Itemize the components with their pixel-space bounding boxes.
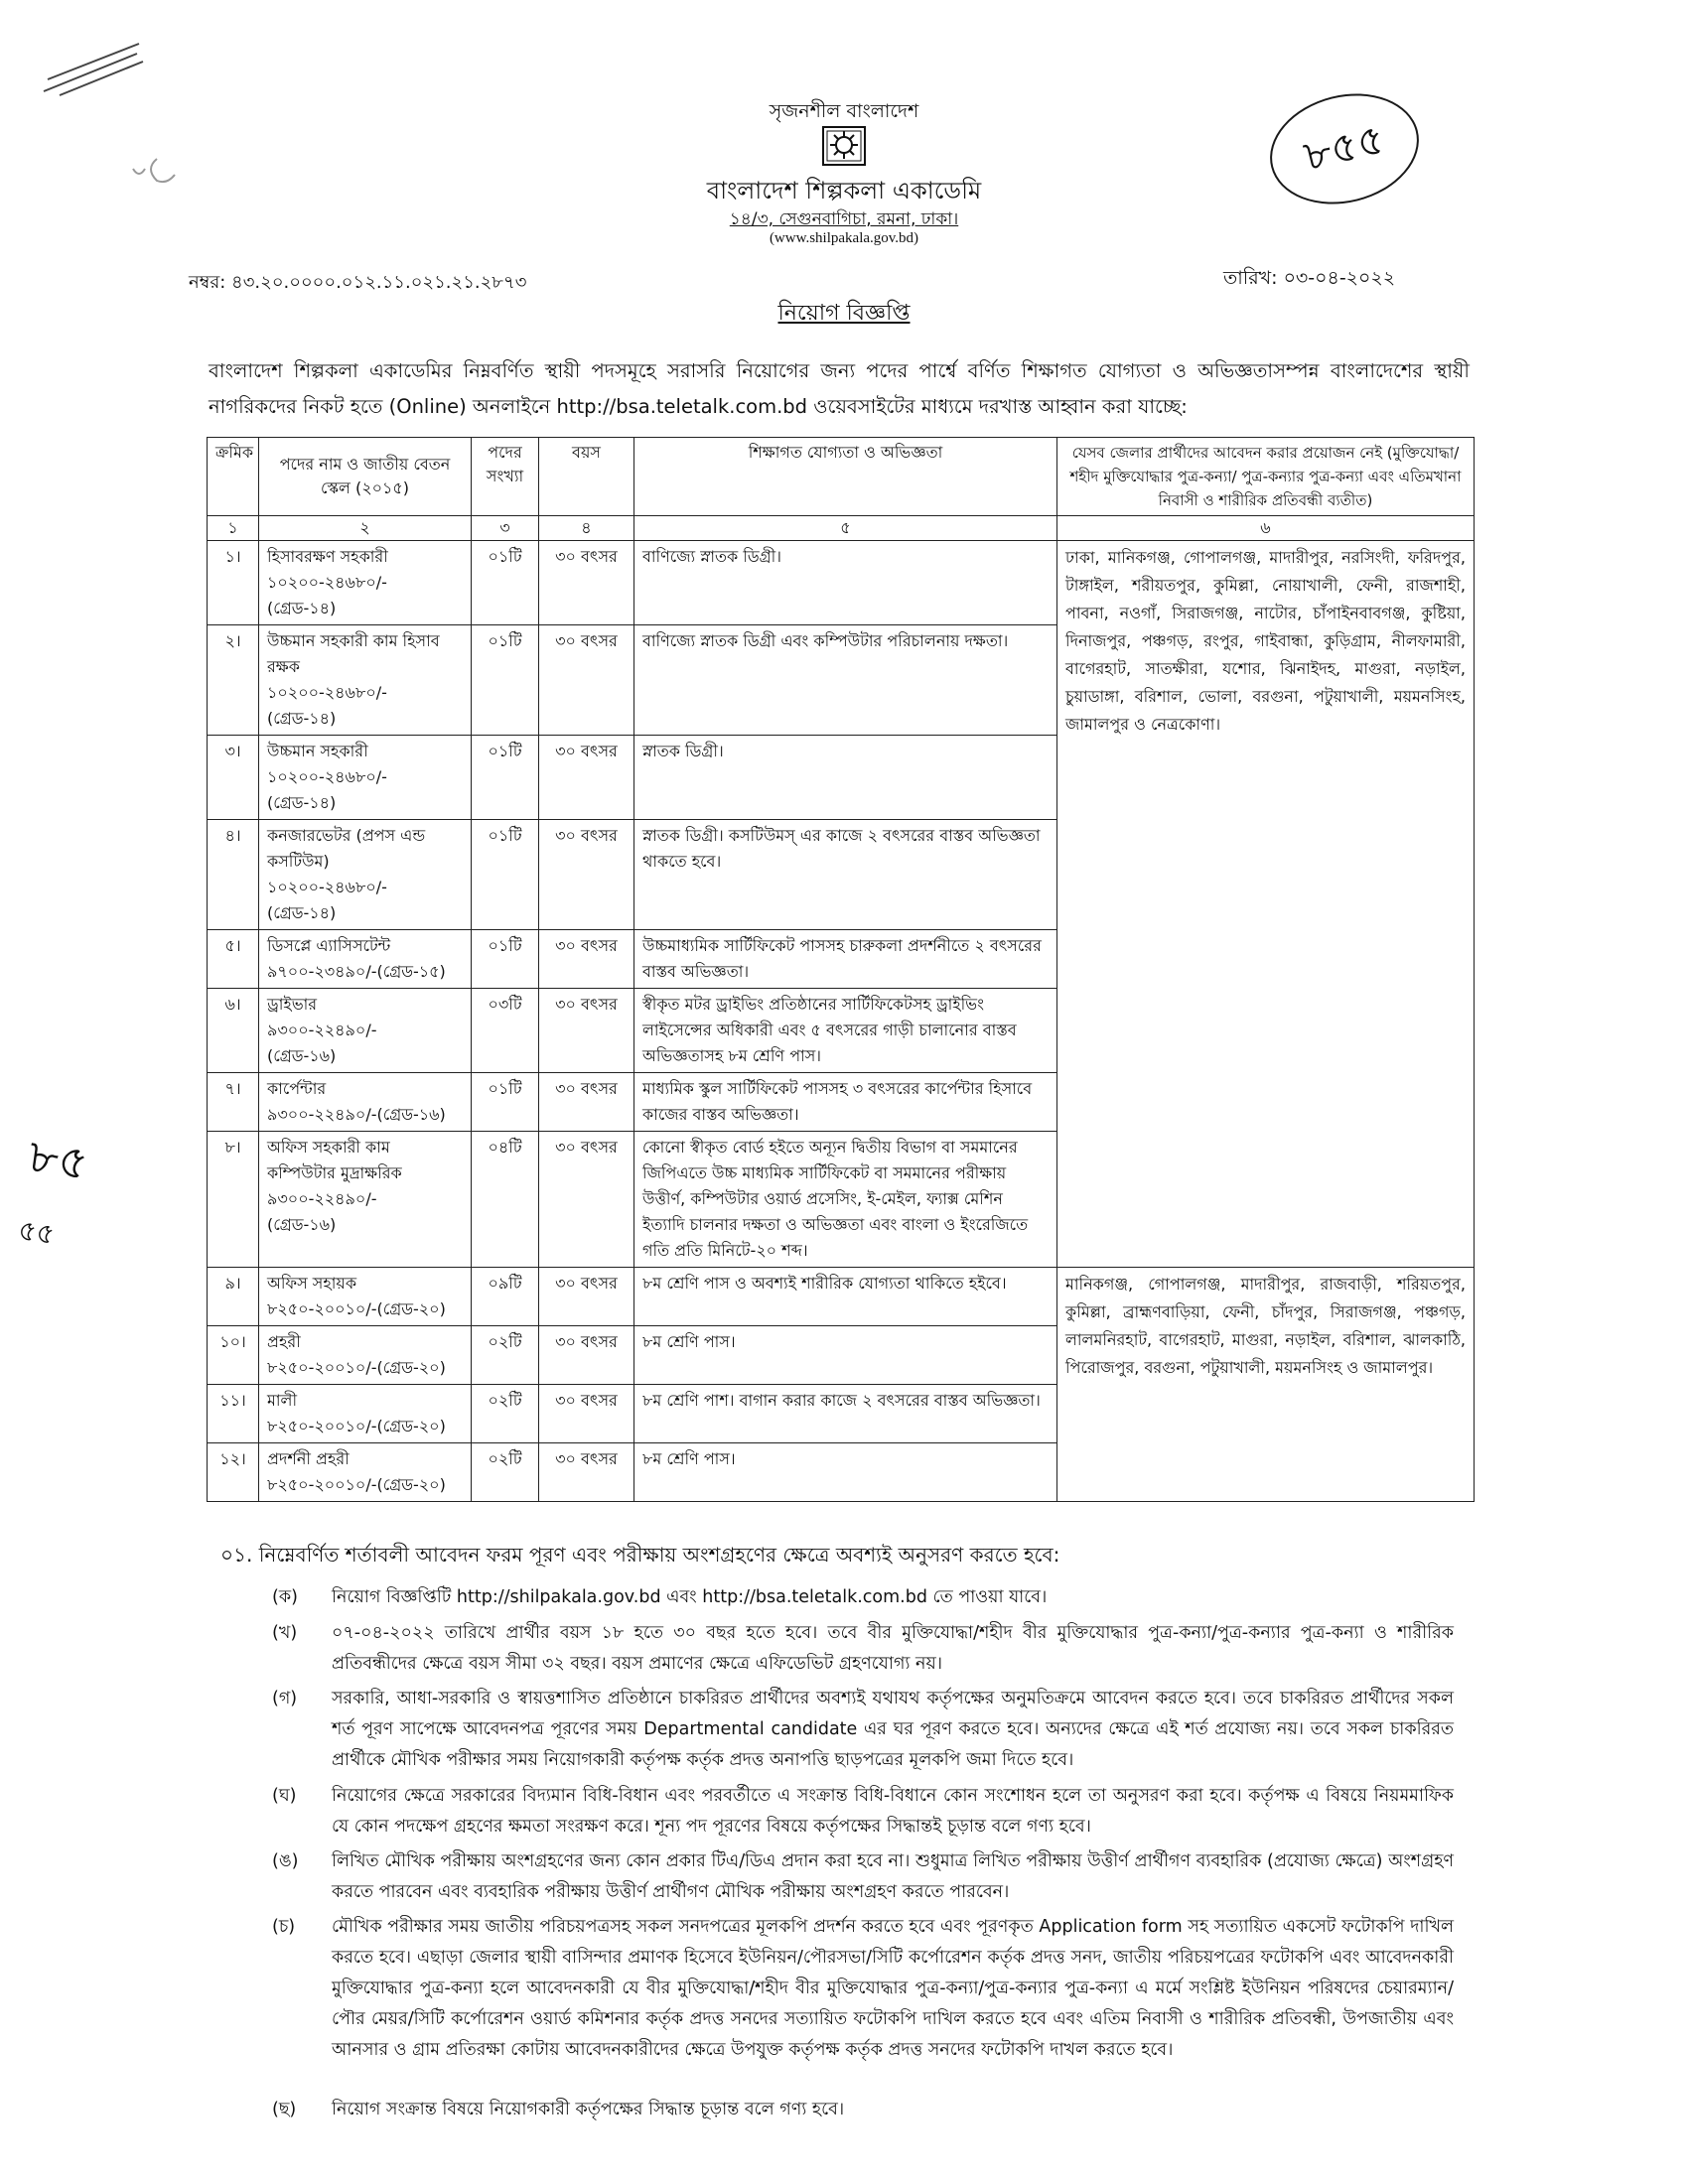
row-post [259, 820, 472, 930]
col-number: ২ [259, 516, 472, 541]
row-age: ৩০ বৎসর [539, 625, 634, 736]
margin-note-text: ৮৫ [25, 1129, 92, 1191]
org-address: ১৪/৩, সেগুনবাগিচা, রমনা, ঢাকা। [729, 209, 959, 229]
row-qualification: স্নাতক ডিগ্রী। [634, 736, 1057, 820]
intro-paragraph [209, 353, 1470, 425]
pen-scribble-mark [40, 40, 149, 99]
row-post [259, 930, 472, 989]
row-qualification: স্বীকৃত মটর ড্রাইভিং প্রতিষ্ঠানের সার্টিফিকেটসহ ড্রাইভিং লাইসেন্সের অধিকারী এবং ৫ বৎসরের গাড়ী চালানোর বাস্তব অভিজ্ঞতাসহ ৮ম শ্রেণি পাস। [634, 989, 1057, 1073]
condition-marker: (গ) [272, 1689, 298, 1708]
circle-note-text: ৮৫৫ [1299, 113, 1390, 182]
col-header-qualification: শিক্ষাগত যোগ্যতা ও অভিজ্ঞতা [634, 438, 1057, 516]
row-age: ৩০ বৎসর [539, 1443, 634, 1502]
post-name: ডিসপ্লে এ্যাসিসটেন্ট [267, 936, 391, 955]
table-header-row [208, 438, 1475, 516]
post-name: উচ্চমান সহকারী কাম হিসাব রক্ষক [267, 631, 440, 676]
row-count: ০২টি [472, 1326, 539, 1385]
pay-scale: ৯৩০০-২২৪৯০/- [267, 1189, 377, 1208]
margin-note-text-2: ৫৫ [16, 1213, 58, 1252]
post-name: কনজারভেটর (প্রপস এন্ড কসটিউম) [267, 826, 426, 871]
pay-scale: ১০২০০-২৪৬৮০/- [267, 767, 387, 786]
row-age: ৩০ বৎসর [539, 820, 634, 930]
row-count: ০১টি [472, 1073, 539, 1132]
condition-text-part: নিয়োগ বিজ্ঞপ্তিটি [332, 1587, 457, 1607]
row-serial: ১২। [208, 1443, 259, 1502]
post-name: অফিস সহায়ক [267, 1274, 357, 1293]
pay-grade: (গ্রেড-১৪) [267, 903, 337, 922]
row-age: ৩০ বৎসর [539, 930, 634, 989]
row-age: ৩০ বৎসর [539, 1326, 634, 1385]
row-serial: ২। [208, 625, 259, 736]
row-qualification: ৮ম শ্রেণি পাশ। বাগান করার কাজে ২ বৎসরের বাস্তব অভিজ্ঞতা। [634, 1385, 1057, 1443]
row-post [259, 541, 472, 625]
row-age: ৩০ বৎসর [539, 1268, 634, 1326]
row-count: ০১টি [472, 541, 539, 625]
pay-scale: ৮২৫০-২০০১০/-(গ্রেড-২০) [267, 1299, 446, 1318]
pay-scale: ৯৭০০-২৩৪৯০/-(গ্রেড-১৫) [267, 962, 446, 981]
row-count: ০১টি [472, 736, 539, 820]
table-row [208, 541, 1475, 625]
col-header-age: বয়স [539, 438, 634, 516]
row-post [259, 1385, 472, 1443]
pay-scale: ১০২০০-২৪৬৮০/- [267, 573, 387, 592]
condition-marker: (খ) [272, 1623, 298, 1643]
condition-marker: (ছ) [272, 2100, 297, 2119]
row-count: ০২টি [472, 1385, 539, 1443]
col-header-serial: ক্রমিক [208, 438, 259, 516]
row-qualification: ৮ম শ্রেণি পাস ও অবশ্যই শারীরিক যোগ্যতা থাকিতে হইবে। [634, 1268, 1057, 1326]
condition-text: নিয়োগ সংক্রান্ত বিষয়ে নিয়োগকারী কর্তৃপক্ষের সিদ্ধান্ত চূড়ান্ত বলে গণ্য হবে। [332, 2100, 845, 2119]
row-serial: ৬। [208, 989, 259, 1073]
col-header-count: পদের সংখ্যা [472, 438, 539, 516]
teletalk-link[interactable]: http://bsa.teletalk.com.bd [556, 395, 808, 418]
org-website: (www.shilpakala.gov.bd) [769, 230, 919, 246]
row-qualification: স্নাতক ডিগ্রী। কসটিউমস্ এর কাজে ২ বৎসরের বাস্তব অভিজ্ঞতা থাকতে হবে। [634, 820, 1057, 930]
pay-grade: (গ্রেড-১৬) [267, 1215, 337, 1234]
row-post [259, 1268, 472, 1326]
post-name: কার্পেন্টার [267, 1079, 327, 1098]
table-row [208, 1268, 1475, 1326]
post-name: হিসাবরক্ষণ সহকারী [267, 547, 388, 566]
condition-marker: (ঙ) [272, 1851, 299, 1871]
pay-scale: ১০২০০-২৪৬৮০/- [267, 683, 387, 702]
pay-scale: ৮২৫০-২০০১০/-(গ্রেড-২০) [267, 1475, 446, 1494]
row-qualification: কোনো স্বীকৃত বোর্ড হইতে অন্যূন দ্বিতীয় বিভাগ বা সমমানের জিপিএতে উচ্চ মাধ্যমিক সার্টিফিকেট বা সমমানের পরীক্ষায় উত্তীর্ণ, কম্পিউটার ওয়ার্ড প্রসেসিং, ই-মেইল, ফ্যাক্স মেশিন ইত্যাদি চালনার দক্ষতা ও অভিজ্ঞতা এবং বাংলা ও ইংরেজিতে গতি প্রতি মিনিটে-২০ শব্দ। [634, 1132, 1057, 1268]
pay-grade: (গ্রেড-১৪) [267, 793, 337, 812]
condition-marker: (ক) [272, 1587, 298, 1607]
row-age: ৩০ বৎসর [539, 1073, 634, 1132]
org-name: বাংলাদেশ শিল্পকলা একাডেমি [706, 177, 982, 205]
condition-text: ০৭-০৪-২০২২ তারিখে প্রার্থীর বয়স ১৮ হতে ৩০ বছর হতে হবে। তবে বীর মুক্তিযোদ্ধা/শহীদ বীর মুক্তিযোদ্ধার পুত্র-কন্যা/পুত্র-কন্যার পুত্র-কন্যা ও শারীরিক প্রতিবন্ধীদের ক্ষেত্রে বয়স সীমা ৩২ বছর। বয়স প্রমাণের ক্ষেত্রে এফিডেভিট গ্রহণযোগ্য নয়। [332, 1623, 1454, 1674]
condition-text-part: তে পাওয়া যাবে। [926, 1587, 1048, 1607]
shilpakala-link[interactable]: http://shilpakala.gov.bd [456, 1587, 661, 1607]
col-header-post: পদের নাম ও জাতীয় বেতন স্কেল (২০১৫) [259, 438, 472, 516]
row-count: ০১টি [472, 930, 539, 989]
row-count: ০১টি [472, 625, 539, 736]
conditions-heading: ০১. নিম্নেবর্ণিত শর্তাবলী আবেদন ফরম পূরণ এবং পরীক্ষায় অংশগ্রহণের ক্ষেত্রে অবশ্যই অনুসরণ করতে হবে: [220, 1543, 1060, 1567]
excluded-districts-group-1: ঢাকা, মানিকগঞ্জ, গোপালগঞ্জ, মাদারীপুর, নরসিংদী, ফরিদপুর, টাঙ্গাইল, শরীয়তপুর, কুমিল্লা, নোয়াখালী, ফেনী, রাজশাহী, পাবনা, নওগাঁ, সিরাজগঞ্জ, নাটোর, চাঁপাইনবাবগঞ্জ, কুষ্টিয়া, দিনাজপুর, পঞ্চগড়, রংপুর, গাইবান্ধা, কুড়িগ্রাম, নীলফামারী, বাগেরহাট, সাতক্ষীরা, যশোর, ঝিনাইদহ, মাগুরা, নড়াইল, চুয়াডাঙ্গা, বরিশাল, ভোলা, বরগুনা, পটুয়াখালী, ময়মনসিংহ, জামালপুর ও নেত্রকোণা। [1057, 541, 1475, 1268]
condition-marker: (ঘ) [272, 1786, 297, 1806]
pay-scale: ১০২০০-২৪৬৮০/- [267, 878, 387, 896]
post-name: প্রদর্শনী প্রহরী [267, 1449, 350, 1468]
row-serial: ৭। [208, 1073, 259, 1132]
row-post [259, 1326, 472, 1385]
academy-emblem-icon [0, 125, 1688, 171]
pay-scale: ৮২৫০-২০০১০/-(গ্রেড-২০) [267, 1358, 446, 1377]
row-age: ৩০ বৎসর [539, 1132, 634, 1268]
col-number: ৫ [634, 516, 1057, 541]
row-post [259, 625, 472, 736]
row-post [259, 1073, 472, 1132]
row-qualification: মাধ্যমিক স্কুল সার্টিফিকেট পাসসহ ৩ বৎসরের কার্পেন্টার হিসাবে কাজের বাস্তব অভিজ্ঞতা। [634, 1073, 1057, 1132]
col-number: ৬ [1057, 516, 1475, 541]
pay-scale: ৯৩০০-২২৪৯০/-(গ্রেড-১৬) [267, 1105, 446, 1124]
page-title: নিয়োগ বিজ্ঞপ্তি [777, 301, 911, 326]
row-serial: ৯। [208, 1268, 259, 1326]
row-age: ৩০ বৎসর [539, 736, 634, 820]
row-serial: ৮। [208, 1132, 259, 1268]
condition-text: মৌখিক পরীক্ষার সময় জাতীয় পরিচয়পত্রসহ সকল সনদপত্রের মূলকপি প্রদর্শন করতে হবে এবং পূরণকৃত Application form সহ সত্যায়িত একসেট ফটোকপি দাখিল করতে হবে। এছাড়া জেলার স্থায়ী বাসিন্দার প্রমাণক হিসেবে ইউনিয়ন/পৌরসভা/সিটি কর্পোরেশন কর্তৃক প্রদত্ত সনদ, জাতীয় পরিচয়পত্রের ফটোকপি এবং আবেদনকারী মুক্তিযোদ্ধার পুত্র-কন্যা হলে আবেদনকারী যে বীর মুক্তিযোদ্ধা/শহীদ বীর মুক্তিযোদ্ধার পুত্র-কন্যা/পুত্র-কন্যার পুত্র-কন্যা এ মর্মে সংশ্লিষ্ট ইউনিয়ন পরিষদের চেয়ারম্যান/পৌর মেয়র/সিটি কর্পোরেশন ওয়ার্ড কমিশনার কর্তৃক প্রদত্ত সনদের সত্যায়িত ফটোকপি দাখিল করতে হবে এবং এতিম নিবাসী ও শারীরিক প্রতিবন্ধী, উপজাতীয় এবং আনসার ও গ্রাম প্রতিরক্ষা কোটায় আবেদনকারীদের ক্ষেত্রে উপযুক্ত কর্তৃপক্ষ কর্তৃক প্রদত্ত সনদের ফটোকপি দাখল করতে হবে। [332, 1917, 1454, 2060]
teletalk-link-2[interactable]: http://bsa.teletalk.com.bd [702, 1587, 927, 1607]
row-serial: ৫। [208, 930, 259, 989]
excluded-districts-group-2: মানিকগঞ্জ, গোপালগঞ্জ, মাদারীপুর, রাজবাড়ী, শরিয়তপুর, কুমিল্লা, ব্রাহ্মণবাড়িয়া, ফেনী, চাঁদপুর, সিরাজগঞ্জ, পঞ্চগড়, লালমনিরহাট, বাগেরহাট, মাগুরা, নড়াইল, বরিশাল, ঝালকাঠি, পিরোজপুর, বরগুনা, পটুয়াখালী, ময়মনসিংহ ও জামালপুর। [1057, 1268, 1475, 1502]
row-serial: ৩। [208, 736, 259, 820]
post-name: উচ্চমান সহকারী [267, 742, 368, 760]
intro-text: বাংলাদেশ শিল্পকলা একাডেমির নিম্নবর্ণিত স্থায়ী পদসমূহে সরাসরি নিয়োগের জন্য পদের পার্শ্বে বর্ণিত শিক্ষাগত যোগ্যতা ও অভিজ্ঞতাসম্পন্ন বাংলাদেশের স্থায়ী নাগরিকদের নিকট হতে (Online) অনলাইনে [209, 359, 1470, 418]
condition-text [332, 1582, 1454, 1613]
row-serial: ১১। [208, 1385, 259, 1443]
row-post [259, 1132, 472, 1268]
post-name: ড্রাইভার [267, 995, 318, 1014]
row-qualification: বাণিজ্যে স্নাতক ডিগ্রী। [634, 541, 1057, 625]
row-qualification: ৮ম শ্রেণি পাস। [634, 1443, 1057, 1502]
row-count: ০৩টি [472, 989, 539, 1073]
pay-grade: (গ্রেড-১৪) [267, 709, 337, 728]
post-name: অফিস সহকারী কাম কম্পিউটার মুদ্রাক্ষরিক [267, 1138, 402, 1182]
row-qualification: উচ্চমাধ্যমিক সার্টিফিকেট পাসসহ চারুকলা প্রদর্শনীতে ২ বৎসরের বাস্তব অভিজ্ঞতা। [634, 930, 1057, 989]
pay-grade: (গ্রেড-১৬) [267, 1046, 337, 1065]
column-number-row [208, 516, 1475, 541]
condition-text: সরকারি, আধা-সরকারি ও স্বায়ত্তশাসিত প্রতিষ্ঠানে চাকরিরত প্রার্থীদের অবশ্যই যথাযথ কর্তৃপক্ষের অনুমতিক্রমে আবেদন করতে হবে। তবে চাকরিরত প্রার্থীদের সকল শর্ত পূরণ সাপেক্ষে আবেদনপত্র পূরণের সময় Departmental candidate এর ঘর পূরণ করতে হবে। অন্যদের ক্ষেত্রে এই শর্ত প্রযোজ্য নয়। তবে সকল চাকরিরত প্রার্থীকে মৌখিক পরীক্ষার সময় নিয়োগকারী কর্তৃপক্ষ কর্তৃক প্রদত্ত অনাপত্তি ছাড়পত্রের মূলকপি জমা দিতে হবে। [332, 1689, 1454, 1770]
org-tagline: সৃজনশীল বাংলাদেশ [769, 100, 919, 122]
row-serial: ১০। [208, 1326, 259, 1385]
notice-date: তারিখ: ০৩-০৪-২০২২ [1223, 267, 1396, 289]
condition-text: নিয়োগের ক্ষেত্রে সরকারের বিদ্যমান বিধি-বিধান এবং পরবর্তীতে এ সংক্রান্ত বিধি-বিধানে কোন সংশোধন হলে তা অনুসরণ করা হবে। কর্তৃপক্ষ এ বিষয়ে নিয়মমাফিক যে কোন পদক্ষেপ গ্রহণের ক্ষমতা সংরক্ষণ করে। শূন্য পদ পূরণের বিষয়ে কর্তৃপক্ষের সিদ্ধান্তই চূড়ান্ত বলে গণ্য হবে। [332, 1786, 1454, 1837]
pay-scale: ৮২৫০-২০০১০/-(গ্রেড-২০) [267, 1417, 446, 1435]
row-post [259, 989, 472, 1073]
row-count: ০৪টি [472, 1132, 539, 1268]
condition-text: লিখিত মৌখিক পরীক্ষায় অংশগ্রহণের জন্য কোন প্রকার টিএ/ডিএ প্রদান করা হবে না। শুধুমাত্র লিখিত পরীক্ষায় উত্তীর্ণ প্রার্থীগণ ব্যবহারিক (প্রযোজ্য ক্ষেত্রে) অংশগ্রহণ করতে পারবেন এবং ব্যবহারিক পরীক্ষায় উত্তীর্ণ প্রার্থীগণ মৌখিক পরীক্ষায় অংশগ্রহণ করতে পারবেন। [332, 1851, 1455, 1902]
intro-text-end: ওয়েবসাইটের মাধ্যমে দরখাস্ত আহ্বান করা যাচ্ছে: [807, 395, 1188, 418]
vacancy-table [207, 437, 1475, 1502]
reference-number: নম্বর: ৪৩.২০.০০০০.০১২.১১.০২১.২১.২৮৭৩ [189, 272, 527, 293]
condition-marker: (চ) [272, 1917, 296, 1937]
row-age: ৩০ বৎসর [539, 989, 634, 1073]
col-number: ৩ [472, 516, 539, 541]
pay-scale: ৯৩০০-২২৪৯০/- [267, 1021, 377, 1039]
handwritten-margin-note [15, 1122, 152, 1271]
row-post [259, 736, 472, 820]
row-qualification: বাণিজ্যে স্নাতক ডিগ্রী এবং কম্পিউটার পরিচালনায় দক্ষতা। [634, 625, 1057, 736]
col-number: ১ [208, 516, 259, 541]
row-serial: ৪। [208, 820, 259, 930]
col-header-districts: যেসব জেলার প্রার্থীদের আবেদন করার প্রয়োজন নেই (মুক্তিযোদ্ধা/শহীদ মুক্তিযোদ্ধার পুত্র-কন্যা/ পুত্র-কন্যার পুত্র-কন্যা এবং এতিমখানা নিবাসী ও শারীরিক প্রতিবন্ধী ব্যতীত) [1057, 438, 1475, 516]
row-qualification: ৮ম শ্রেণি পাস। [634, 1326, 1057, 1385]
pay-grade: (গ্রেড-১৪) [267, 599, 337, 617]
col-number: ৪ [539, 516, 634, 541]
row-count: ০২টি [472, 1443, 539, 1502]
row-post [259, 1443, 472, 1502]
post-name: প্রহরী [267, 1332, 301, 1351]
row-age: ৩০ বৎসর [539, 1385, 634, 1443]
condition-text-part: এবং [660, 1587, 703, 1607]
row-serial: ১। [208, 541, 259, 625]
row-age: ৩০ বৎসর [539, 541, 634, 625]
row-count: ০৯টি [472, 1268, 539, 1326]
post-name: মালী [267, 1391, 298, 1410]
row-count: ০১টি [472, 820, 539, 930]
